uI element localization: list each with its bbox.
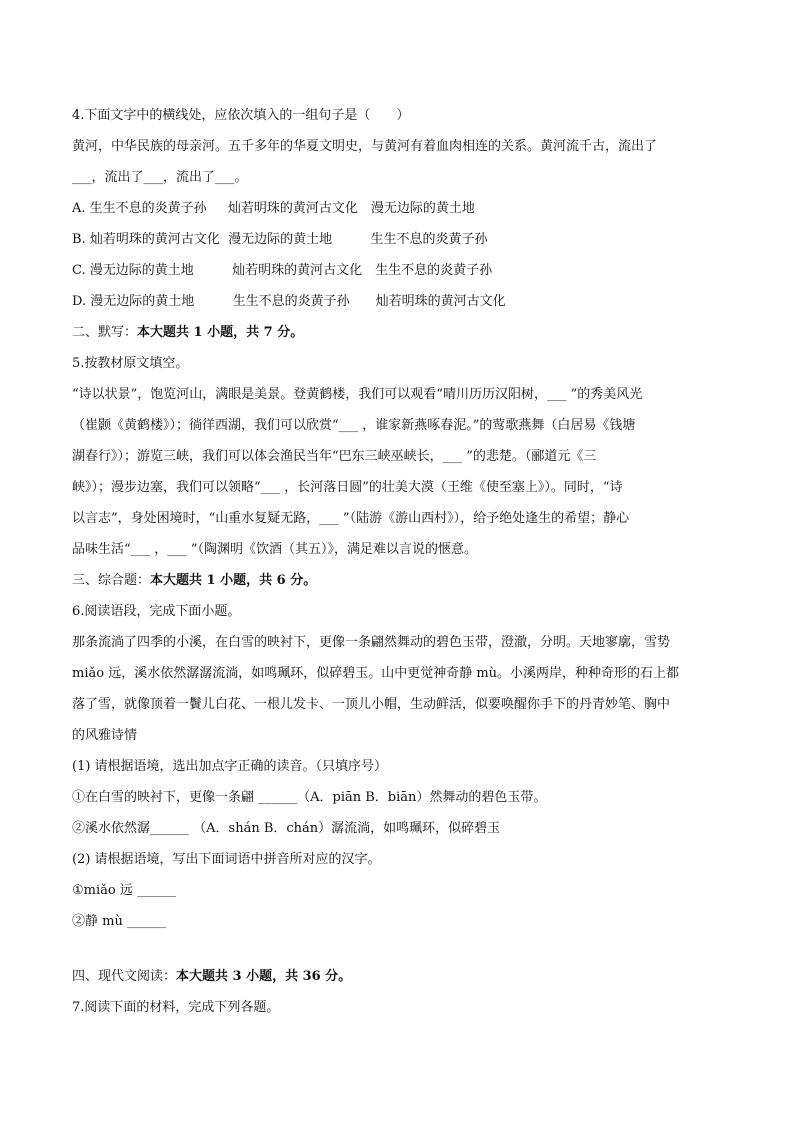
question-5-line: 以言志”，身处困境时，“山重水复疑无路，___ ”（陆游《游山西村》），给予绝处逢生的希望；静心 xyxy=(72,511,630,526)
spacer xyxy=(72,937,722,961)
section-3-info: 本大题共 1 小题，共 6 分。 xyxy=(150,573,317,588)
question-5-line: 品味生活“___ ，___ ”（陶渊明《饮酒（其五）》，满足难以言说的惬意。 xyxy=(72,542,478,557)
question-6-passage-line: 那条流淌了四季的小溪，在白雪的映衬下，更像一条翩然舞动的碧色玉带，澄澈，分明。天地寥廓，雪势 xyxy=(72,635,671,650)
question-6-passage-line: 的风雅诗情 xyxy=(72,728,138,743)
question-5-line: 湖春行》）；游览三峡，我们可以体会渔民当年“巴东三峡巫峡长，___ ”的悲楚。（郦道元《三 xyxy=(72,449,597,464)
question-6-subquestion-2: (2) 请根据语境，写出下面词语中拼音所对应的汉字。 xyxy=(72,852,381,867)
section-4-info: 本大题共 3 小题，共 36 分。 xyxy=(176,969,352,984)
question-5-line: “诗以状景”，饱览河山，满眼是美景。登黄鹤楼，我们可以观看“晴川历历汉阳树，___ ”的秀美风光 xyxy=(72,387,643,402)
question-6-subquestion-1-item-2: ②溪水依然潺______ （A．shán B．chán）潺流淌，如鸣珮环，似碎碧玉 xyxy=(72,821,501,836)
question-6-subquestion-2-item-2: ②静 mù ______ xyxy=(72,914,166,929)
question-7-stem: 7.阅读下面的材料，完成下列各题。 xyxy=(72,1000,280,1015)
section-4-title: 四、现代文阅读： xyxy=(72,969,177,984)
section-3-heading xyxy=(72,565,722,596)
section-3-title: 三、综合题： xyxy=(72,573,151,588)
section-2-info: 本大题共 1 小题，共 7 分。 xyxy=(137,325,304,340)
question-6-passage-line: 落了雪，就像顶着一鬢儿白花、一根儿发卡、一顶儿小帽，生动鲜活，似要唤醒你手下的丹青妙笔、胸中 xyxy=(72,697,671,712)
question-4-option-c: C. 漫无边际的黄土地 灿若明珠的黄河古文化 生生不息的炎黄子孙 xyxy=(72,263,493,278)
section-2-title: 二、默写： xyxy=(72,325,138,340)
section-2-heading xyxy=(72,317,722,348)
question-4-option-d: D. 漫无边际的黄土地 生生不息的炎黄子孙 灿若明珠的黄河古文化 xyxy=(72,294,506,309)
question-6-subquestion-2-item-1: ①miǎo 远 ______ xyxy=(72,883,176,898)
question-4-passage-blanks: ___，流出了___，流出了___。 xyxy=(72,170,248,185)
question-4-stem: 4.下面文字中的横线处，应依次填入的一组句子是（ ） xyxy=(72,108,410,123)
question-6-passage-line: miǎo 远，溪水依然潺潺流淌，如鸣珮环，似碎碧玉。山中更觉神奇静 mù。小溪两岸，种种奇形的石上都 xyxy=(72,666,680,681)
question-5-line: （崔颢《黄鹤楼》）；徜徉西湖，我们可以欣赏“___ ，谁家新燕啄春泥。”的莺歌燕舞（白居易《钱塘 xyxy=(72,418,636,433)
question-6-subquestion-1: (1) 请根据语境，选出加点字正确的读音。（只填序号） xyxy=(72,759,388,774)
question-4-passage: 黄河，中华民族的母亲河。五千多年的华夏文明史，与黄河有着血肉相连的关系。黄河流千古，流出了 xyxy=(72,139,658,154)
question-5-line: 峡》）；漫步边塞，我们可以领略“___ ，长河落日圆”的壮美大漠（王维《使至塞上》）。同时，“诗 xyxy=(72,480,623,495)
question-5-stem: 5.按教材原文填空。 xyxy=(72,356,189,371)
exam-page xyxy=(72,100,722,1023)
question-6-stem: 6.阅读语段，完成下面小题。 xyxy=(72,604,241,619)
question-6-subquestion-1-item-1: ①在白雪的映衬下，更像一条翩 ______（A．piān B．biān）然舞动的碧色玉带。 xyxy=(72,790,547,805)
question-4-option-a: A. 生生不息的炎黄子孙 灿若明珠的黄河古文化 漫无边际的黄土地 xyxy=(72,201,475,216)
section-4-heading xyxy=(72,961,722,992)
question-4-option-b: B. 灿若明珠的黄河古文化 漫无边际的黄土地 生生不息的炎黄子孙 xyxy=(72,232,488,247)
